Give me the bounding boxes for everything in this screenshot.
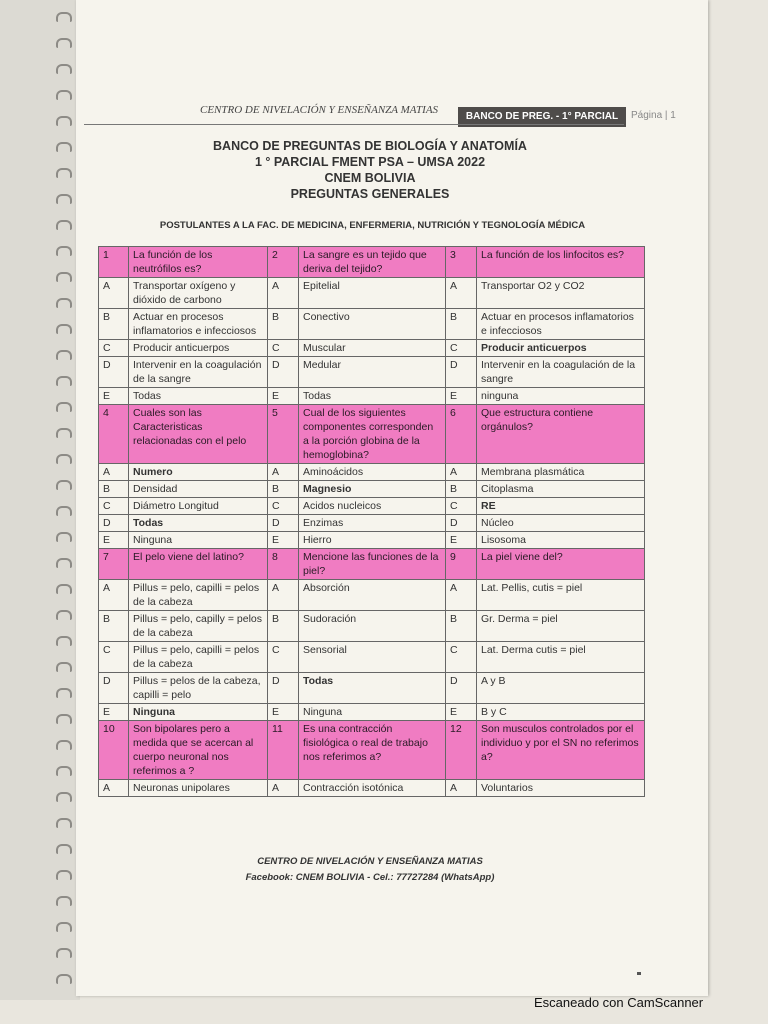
- binder-ring: [56, 584, 72, 594]
- binder-ring: [56, 896, 72, 906]
- option-text: ninguna: [477, 388, 645, 405]
- option-letter: B: [446, 309, 477, 340]
- option-letter: A: [446, 464, 477, 481]
- option-text: Pillus = pelos de la cabeza, capilli = pelo: [129, 673, 268, 704]
- option-text: Núcleo: [477, 515, 645, 532]
- footer-institute: CENTRO DE NIVELACIÓN Y ENSEÑANZA MATIAS: [257, 856, 483, 867]
- option-row: [99, 780, 645, 797]
- question-row: [99, 247, 645, 278]
- binder-spine: [0, 0, 80, 1000]
- binder-ring: [56, 948, 72, 958]
- question-text: El pelo viene del latino?: [129, 549, 268, 580]
- option-text: Medular: [299, 357, 446, 388]
- option-text: Transportar O2 y CO2: [477, 278, 645, 309]
- option-letter: B: [268, 481, 299, 498]
- binder-ring: [56, 974, 72, 984]
- binder-ring: [56, 480, 72, 490]
- option-letter: B: [446, 611, 477, 642]
- questions-table: [98, 246, 645, 797]
- question-number: 6: [446, 405, 477, 464]
- option-text: Gr. Derma = piel: [477, 611, 645, 642]
- option-letter: D: [99, 673, 129, 704]
- header-badge: BANCO DE PREG. - 1° PARCIAL: [458, 107, 626, 127]
- option-row: [99, 357, 645, 388]
- option-letter: A: [99, 464, 129, 481]
- document-titles: [150, 138, 590, 202]
- option-letter: B: [446, 481, 477, 498]
- option-letter: B: [99, 309, 129, 340]
- option-text: Todas: [129, 388, 268, 405]
- binder-ring: [56, 350, 72, 360]
- option-letter: A: [268, 464, 299, 481]
- option-letter: E: [446, 532, 477, 549]
- option-letter: C: [99, 340, 129, 357]
- option-text: Diámetro Longitud: [129, 498, 268, 515]
- question-row: [99, 721, 645, 780]
- option-letter: C: [268, 498, 299, 515]
- question-number: 10: [99, 721, 129, 780]
- question-number: 8: [268, 549, 299, 580]
- binder-ring: [56, 636, 72, 646]
- option-letter: E: [268, 532, 299, 549]
- option-letter: E: [268, 388, 299, 405]
- binder-ring: [56, 38, 72, 48]
- option-letter: A: [446, 278, 477, 309]
- option-text: Neuronas unipolares: [129, 780, 268, 797]
- option-letter: C: [99, 498, 129, 515]
- binder-ring: [56, 792, 72, 802]
- option-letter: A: [268, 780, 299, 797]
- option-letter: C: [99, 642, 129, 673]
- header-institute: CENTRO DE NIVELACIÓN Y ENSEÑANZA MATIAS: [200, 104, 439, 116]
- option-letter: B: [268, 309, 299, 340]
- option-text: Contracción isotónica: [299, 780, 446, 797]
- question-number: 7: [99, 549, 129, 580]
- option-text: Membrana plasmática: [477, 464, 645, 481]
- title-line-3: CNEM BOLIVIA: [324, 171, 416, 185]
- option-letter: A: [99, 580, 129, 611]
- option-text: Todas: [299, 673, 446, 704]
- question-number: 2: [268, 247, 299, 278]
- option-letter: A: [446, 580, 477, 611]
- option-text: Todas: [129, 515, 268, 532]
- option-text: Numero: [129, 464, 268, 481]
- page-mark: [637, 972, 641, 975]
- option-text: Sensorial: [299, 642, 446, 673]
- option-text: Muscular: [299, 340, 446, 357]
- question-text: La piel viene del?: [477, 549, 645, 580]
- scanner-watermark: Escaneado con CamScanner: [534, 995, 704, 1010]
- option-letter: B: [99, 611, 129, 642]
- option-text: RE: [477, 498, 645, 515]
- option-text: Todas: [299, 388, 446, 405]
- binder-ring: [56, 454, 72, 464]
- question-number: 4: [99, 405, 129, 464]
- option-text: Ninguna: [129, 532, 268, 549]
- option-text: Pillus = pelo, capilly = pelos de la cabeza: [129, 611, 268, 642]
- question-text: Mencione las funciones de la piel?: [299, 549, 446, 580]
- document-subtitle: POSTULANTES A LA FAC. DE MEDICINA, ENFERMERIA, NUTRICIÓN Y TEGNOLOGÍA MÉDICA: [159, 220, 586, 231]
- title-line-4: PREGUNTAS GENERALES: [290, 187, 450, 201]
- option-row: [99, 464, 645, 481]
- option-text: Voluntarios: [477, 780, 645, 797]
- binder-ring: [56, 194, 72, 204]
- option-row: [99, 580, 645, 611]
- option-text: Acidos nucleicos: [299, 498, 446, 515]
- question-text: La función de los neutrófilos es?: [129, 247, 268, 278]
- option-letter: E: [268, 704, 299, 721]
- binder-ring: [56, 116, 72, 126]
- option-letter: A: [268, 580, 299, 611]
- binder-ring: [56, 714, 72, 724]
- option-letter: D: [99, 515, 129, 532]
- option-text: A y B: [477, 673, 645, 704]
- binder-ring: [56, 428, 72, 438]
- option-row: [99, 388, 645, 405]
- binder-ring: [56, 402, 72, 412]
- question-number: 5: [268, 405, 299, 464]
- question-text: Que estructura contiene orgánulos?: [477, 405, 645, 464]
- binder-ring: [56, 662, 72, 672]
- option-text: Lat. Derma cutis = piel: [477, 642, 645, 673]
- option-text: Ninguna: [129, 704, 268, 721]
- option-row: [99, 515, 645, 532]
- option-row: [99, 481, 645, 498]
- binder-ring: [56, 506, 72, 516]
- option-text: Conectivo: [299, 309, 446, 340]
- binder-ring: [56, 324, 72, 334]
- question-number: 9: [446, 549, 477, 580]
- option-letter: A: [99, 780, 129, 797]
- option-letter: B: [268, 611, 299, 642]
- question-row: [99, 549, 645, 580]
- option-text: Hierro: [299, 532, 446, 549]
- binder-ring: [56, 12, 72, 22]
- binder-ring: [56, 532, 72, 542]
- option-letter: A: [99, 278, 129, 309]
- option-text: Pillus = pelo, capilli = pelos de la cabeza: [129, 580, 268, 611]
- binder-ring: [56, 220, 72, 230]
- binder-ring: [56, 246, 72, 256]
- question-number: 1: [99, 247, 129, 278]
- binder-ring: [56, 298, 72, 308]
- option-letter: C: [268, 642, 299, 673]
- option-text: Producir anticuerpos: [477, 340, 645, 357]
- option-letter: D: [99, 357, 129, 388]
- question-text: Es una contracción fisiológica o real de trabajo nos referimos a?: [299, 721, 446, 780]
- question-text: La sangre es un tejido que deriva del tejido?: [299, 247, 446, 278]
- header-rule: [84, 124, 624, 125]
- binder-ring: [56, 558, 72, 568]
- option-letter: D: [446, 515, 477, 532]
- question-number: 12: [446, 721, 477, 780]
- question-text: Cuales son las Caracteristicas relacionadas con el pelo: [129, 405, 268, 464]
- binder-ring: [56, 90, 72, 100]
- option-letter: B: [99, 481, 129, 498]
- option-text: Densidad: [129, 481, 268, 498]
- option-row: [99, 704, 645, 721]
- question-number: 3: [446, 247, 477, 278]
- footer-contact: Facebook: CNEM BOLIVIA - Cel.: 77727284 (WhatsApp): [245, 872, 495, 883]
- option-row: [99, 278, 645, 309]
- option-letter: D: [268, 515, 299, 532]
- binder-ring: [56, 272, 72, 282]
- binder-ring: [56, 740, 72, 750]
- option-letter: C: [446, 642, 477, 673]
- title-line-2: 1 ° PARCIAL FMENT PSA – UMSA 2022: [254, 155, 486, 169]
- option-row: [99, 673, 645, 704]
- binder-ring: [56, 168, 72, 178]
- option-text: Aminoácidos: [299, 464, 446, 481]
- option-letter: D: [446, 357, 477, 388]
- binder-ring: [56, 610, 72, 620]
- binder-ring: [56, 142, 72, 152]
- option-text: Citoplasma: [477, 481, 645, 498]
- title-line-1: BANCO DE PREGUNTAS DE BIOLOGÍA Y ANATOMÍA: [213, 139, 527, 153]
- option-text: Lisosoma: [477, 532, 645, 549]
- binder-ring: [56, 688, 72, 698]
- option-text: Enzimas: [299, 515, 446, 532]
- binder-ring: [56, 922, 72, 932]
- option-row: [99, 340, 645, 357]
- question-text: La función de los linfocitos es?: [477, 247, 645, 278]
- option-letter: C: [446, 498, 477, 515]
- option-row: [99, 611, 645, 642]
- option-letter: E: [99, 532, 129, 549]
- document-footer: [170, 854, 570, 886]
- binder-ring: [56, 844, 72, 854]
- option-letter: C: [268, 340, 299, 357]
- option-text: Producir anticuerpos: [129, 340, 268, 357]
- option-row: [99, 532, 645, 549]
- option-letter: E: [446, 388, 477, 405]
- option-text: Sudoración: [299, 611, 446, 642]
- question-row: [99, 405, 645, 464]
- option-text: Ninguna: [299, 704, 446, 721]
- binder-ring: [56, 376, 72, 386]
- question-text: Son musculos controlados por el individuo y por el SN no referimos a?: [477, 721, 645, 780]
- option-text: Transportar oxígeno y dióxido de carbono: [129, 278, 268, 309]
- option-text: Pillus = pelo, capilli = pelos de la cabeza: [129, 642, 268, 673]
- option-text: Magnesio: [299, 481, 446, 498]
- question-number: 11: [268, 721, 299, 780]
- option-letter: E: [99, 704, 129, 721]
- option-text: Actuar en procesos inflamatorios e infecciosos: [129, 309, 268, 340]
- option-letter: C: [446, 340, 477, 357]
- binder-ring: [56, 818, 72, 828]
- option-letter: E: [446, 704, 477, 721]
- question-text: Cual de los siguientes componentes corresponden a la porción globina de la hemoglobina?: [299, 405, 446, 464]
- question-text: Son bipolares pero a medida que se acercan al cuerpo neuronal nos referimos a ?: [129, 721, 268, 780]
- option-letter: D: [268, 357, 299, 388]
- header-page-number: Página | 1: [631, 110, 676, 121]
- option-text: Intervenir en la coagulación de la sangre: [477, 357, 645, 388]
- option-text: Intervenir en la coagulación de la sangre: [129, 357, 268, 388]
- option-letter: E: [99, 388, 129, 405]
- option-letter: A: [446, 780, 477, 797]
- option-row: [99, 498, 645, 515]
- option-text: Actuar en procesos inflamatorios e infecciosos: [477, 309, 645, 340]
- option-row: [99, 309, 645, 340]
- binder-ring: [56, 870, 72, 880]
- option-text: B y C: [477, 704, 645, 721]
- option-letter: D: [268, 673, 299, 704]
- option-row: [99, 642, 645, 673]
- binder-ring: [56, 64, 72, 74]
- option-letter: A: [268, 278, 299, 309]
- option-text: Lat. Pellis, cutis = piel: [477, 580, 645, 611]
- option-text: Epitelial: [299, 278, 446, 309]
- binder-ring: [56, 766, 72, 776]
- option-letter: D: [446, 673, 477, 704]
- option-text: Absorción: [299, 580, 446, 611]
